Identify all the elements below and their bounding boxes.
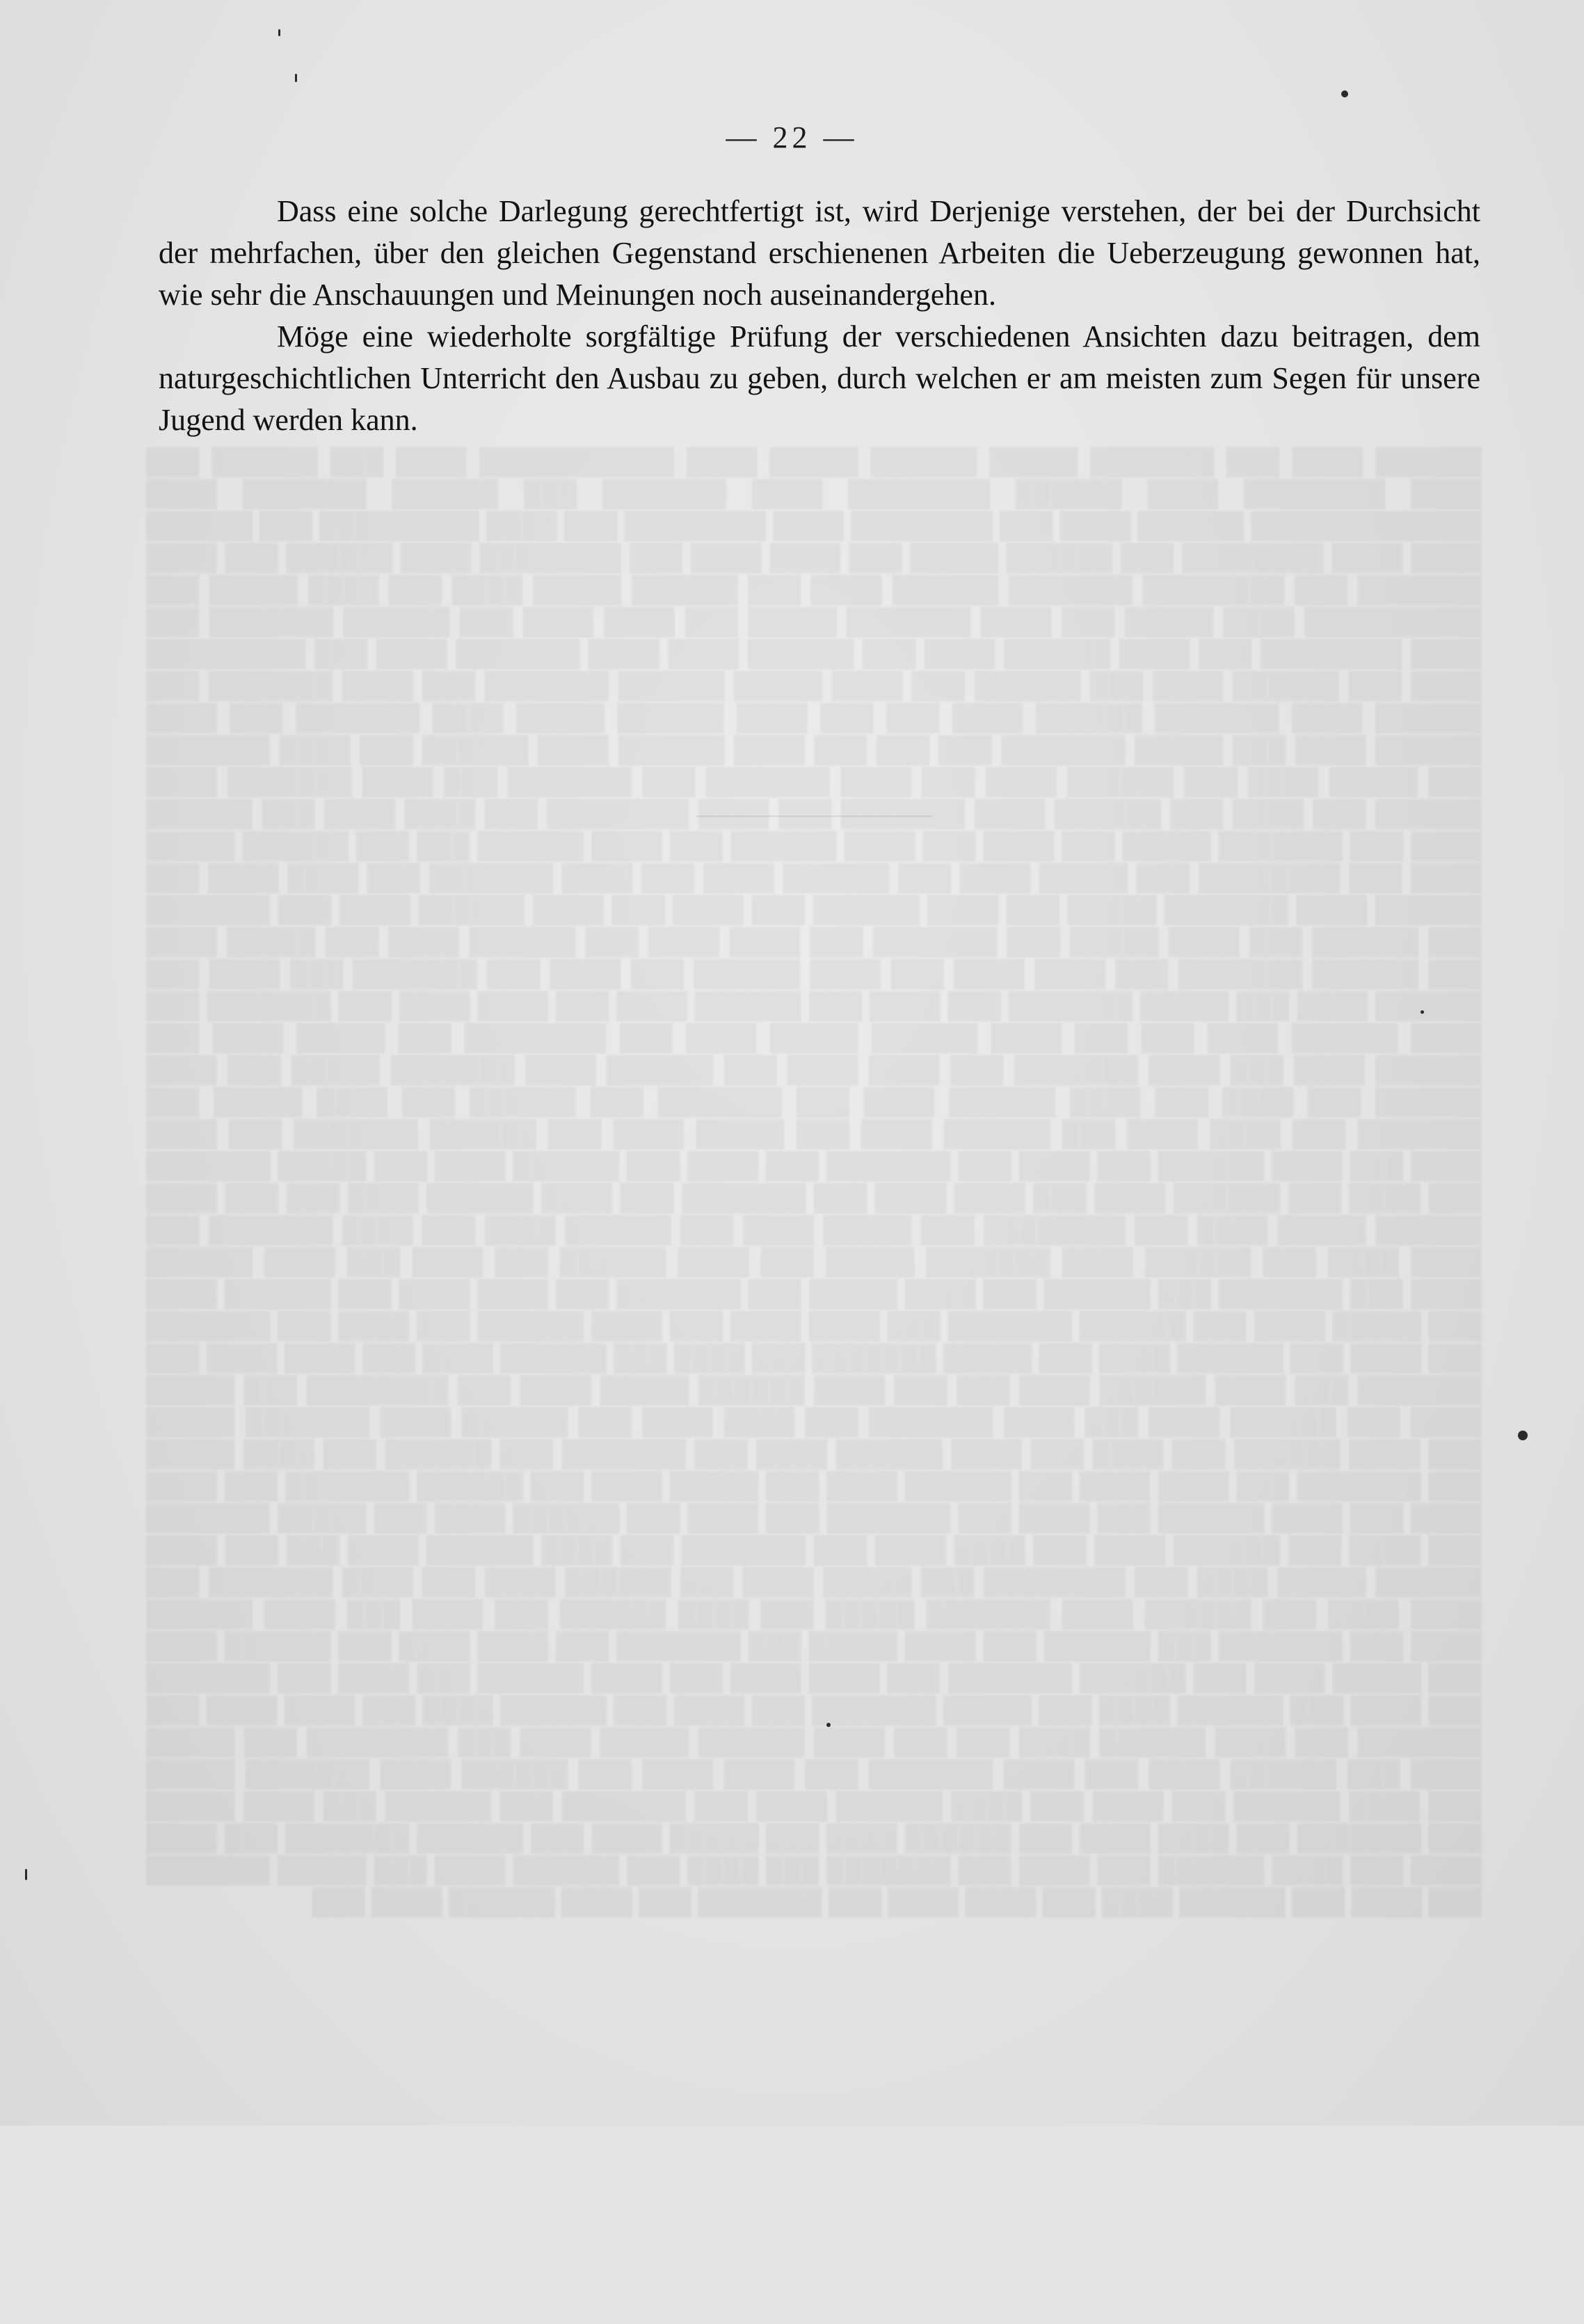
dust-speck xyxy=(278,29,280,36)
dust-speck xyxy=(25,1869,27,1880)
dust-speck xyxy=(1518,1431,1528,1440)
dust-speck xyxy=(1421,1010,1424,1014)
dust-speck xyxy=(295,74,297,82)
show-through-rule xyxy=(696,815,932,817)
body-text xyxy=(159,191,1480,441)
show-through-texture xyxy=(146,445,1482,2324)
page-number: — 22 — xyxy=(726,120,858,154)
dust-speck xyxy=(826,1723,831,1727)
paragraph: Dass eine solche Darlegung gerechtfertigt ist, wird Derjenige verstehen, der bei der Durchsicht der mehrfachen, über den gleichen Gegenstand erschienenen Arbeiten die Ueberzeugung gewonnen hat, wie sehr die Anschauungen und Meinungen noch auseinandergehen. xyxy=(159,194,1480,312)
dust-speck xyxy=(1341,90,1348,97)
paragraph: Möge eine wiederholte sorgfältige Prüfung der verschiedenen Ansichten dazu beitragen, dem naturgeschichtlichen Unterricht den Ausbau zu geben, durch welchen er am meisten zum Segen für unsere Jugend werden kann. xyxy=(159,319,1480,437)
